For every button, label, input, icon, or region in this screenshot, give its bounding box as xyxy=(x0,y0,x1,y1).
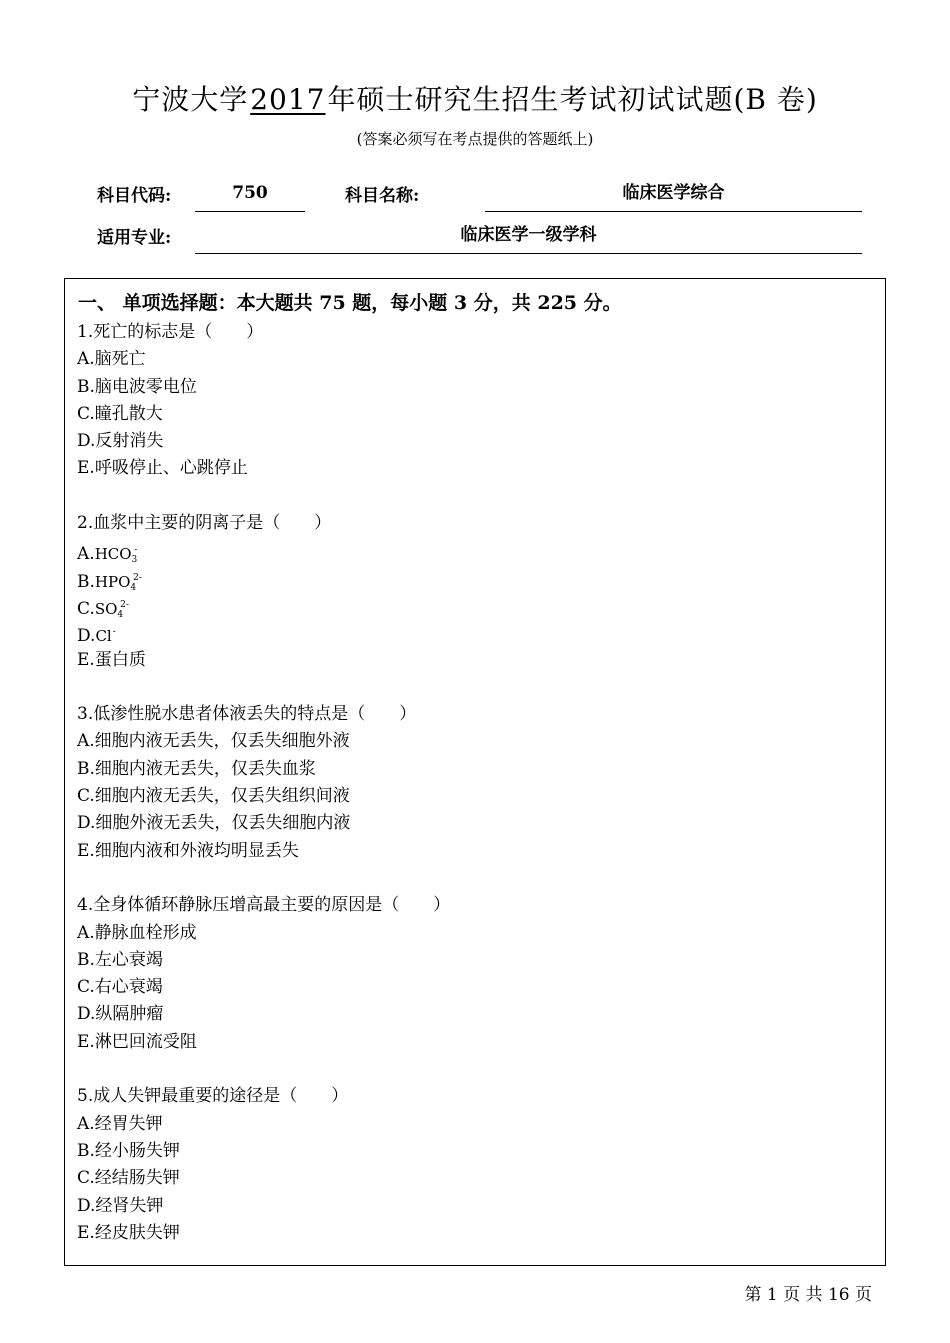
option-c: C.经结肠失钾 xyxy=(77,1168,180,1189)
option-c: C.右心衰竭 xyxy=(77,977,163,998)
page-number: 第 1 页 共 16 页 xyxy=(744,1285,872,1305)
option-e: E.细胞内液和外液均明显丢失 xyxy=(77,840,299,861)
option-b: B.经小肠失钾 xyxy=(77,1140,180,1161)
major-label: 适用专业: xyxy=(97,228,172,248)
option-prefix: D. xyxy=(77,626,96,647)
chem-subscript: 4 xyxy=(117,609,124,620)
question-list xyxy=(77,319,867,1274)
chem-formula xyxy=(95,600,129,618)
subject-name-value: 临床医学综合 xyxy=(485,180,862,212)
question-4 xyxy=(77,892,867,1056)
subject-code-value: 750 xyxy=(195,180,305,212)
option-b xyxy=(77,565,867,592)
chem-formula xyxy=(94,545,138,566)
chem-formula xyxy=(95,627,115,645)
option-c: C.细胞内液无丢失，仅丢失组织间液 xyxy=(77,786,350,807)
question-stem: 1.死亡的标志是（ ） xyxy=(77,322,264,342)
option-prefix: C. xyxy=(77,598,95,619)
chem-subscript: 3 xyxy=(131,555,138,566)
chem-base: HCO xyxy=(94,545,132,564)
option-e: E.经皮肤失钾 xyxy=(77,1222,180,1243)
chem-superscript: - xyxy=(134,545,138,556)
option-a: A.静脉血栓形成 xyxy=(77,922,197,943)
title-suffix: 年硕士研究生招生考试初试试题(B 卷) xyxy=(327,83,818,116)
option-a: A.经胃失钾 xyxy=(77,1113,163,1134)
chem-subscript: 4 xyxy=(130,582,137,593)
chem-superscript: - xyxy=(112,627,116,638)
major-value: 临床医学一级学科 xyxy=(195,222,862,254)
chem-base: Cl xyxy=(95,627,112,646)
exam-title xyxy=(0,78,950,118)
question-stem: 5.成人失钾最重要的途径是（ ） xyxy=(77,1086,349,1107)
option-e: E.蛋白质 xyxy=(77,649,146,670)
option-a: A.脑死亡 xyxy=(77,349,146,370)
option-d: D.纵隔肿瘤 xyxy=(77,1004,164,1025)
option-e: E.淋巴回流受阻 xyxy=(77,1031,197,1052)
question-stem: 4.全身体循环静脉压增高最主要的原因是（ ） xyxy=(77,895,451,916)
section-title: 一、 单项选择题：本大题共 75 题，每小题 3 分，共 225 分。 xyxy=(78,292,622,314)
question-3 xyxy=(77,701,867,865)
chem-superscript: 2- xyxy=(133,572,142,583)
option-c: C.瞳孔散大 xyxy=(77,403,163,424)
question-5 xyxy=(77,1083,867,1247)
option-a: A.细胞内液无丢失，仅丢失细胞外液 xyxy=(77,731,350,752)
title-prefix: 宁波大学 xyxy=(132,83,249,116)
question-stem: 2.血浆中主要的阴离子是（ ） xyxy=(77,513,332,534)
option-d: D.细胞外液无丢失，仅丢失细胞内液 xyxy=(77,813,351,834)
option-prefix: B. xyxy=(77,571,95,592)
question-2 xyxy=(77,510,867,674)
option-c xyxy=(77,592,867,619)
option-d: D.反射消失 xyxy=(77,431,164,452)
option-e: E.呼吸停止、心跳停止 xyxy=(77,458,248,479)
title-year: 2017 xyxy=(250,83,326,116)
answer-note: (答案必须写在考点提供的答题纸上) xyxy=(356,130,594,148)
subject-code-label: 科目代码: xyxy=(97,186,172,206)
chem-formula xyxy=(95,573,142,591)
option-d xyxy=(77,619,867,646)
subject-name-label: 科目名称: xyxy=(345,186,420,206)
question-1 xyxy=(77,319,867,483)
option-b: B.左心衰竭 xyxy=(77,949,163,970)
option-prefix: A. xyxy=(77,544,95,565)
option-d: D.经肾失钾 xyxy=(77,1195,164,1216)
option-b: B.脑电波零电位 xyxy=(77,376,197,397)
option-b: B.细胞内液无丢失，仅丢失血浆 xyxy=(77,758,316,779)
option-a xyxy=(77,537,867,564)
chem-superscript: 2- xyxy=(120,599,129,610)
question-stem: 3.低渗性脱水患者体液丢失的特点是（ ） xyxy=(77,704,417,725)
chem-base: HPO xyxy=(94,572,131,591)
chem-base: SO xyxy=(94,599,118,618)
